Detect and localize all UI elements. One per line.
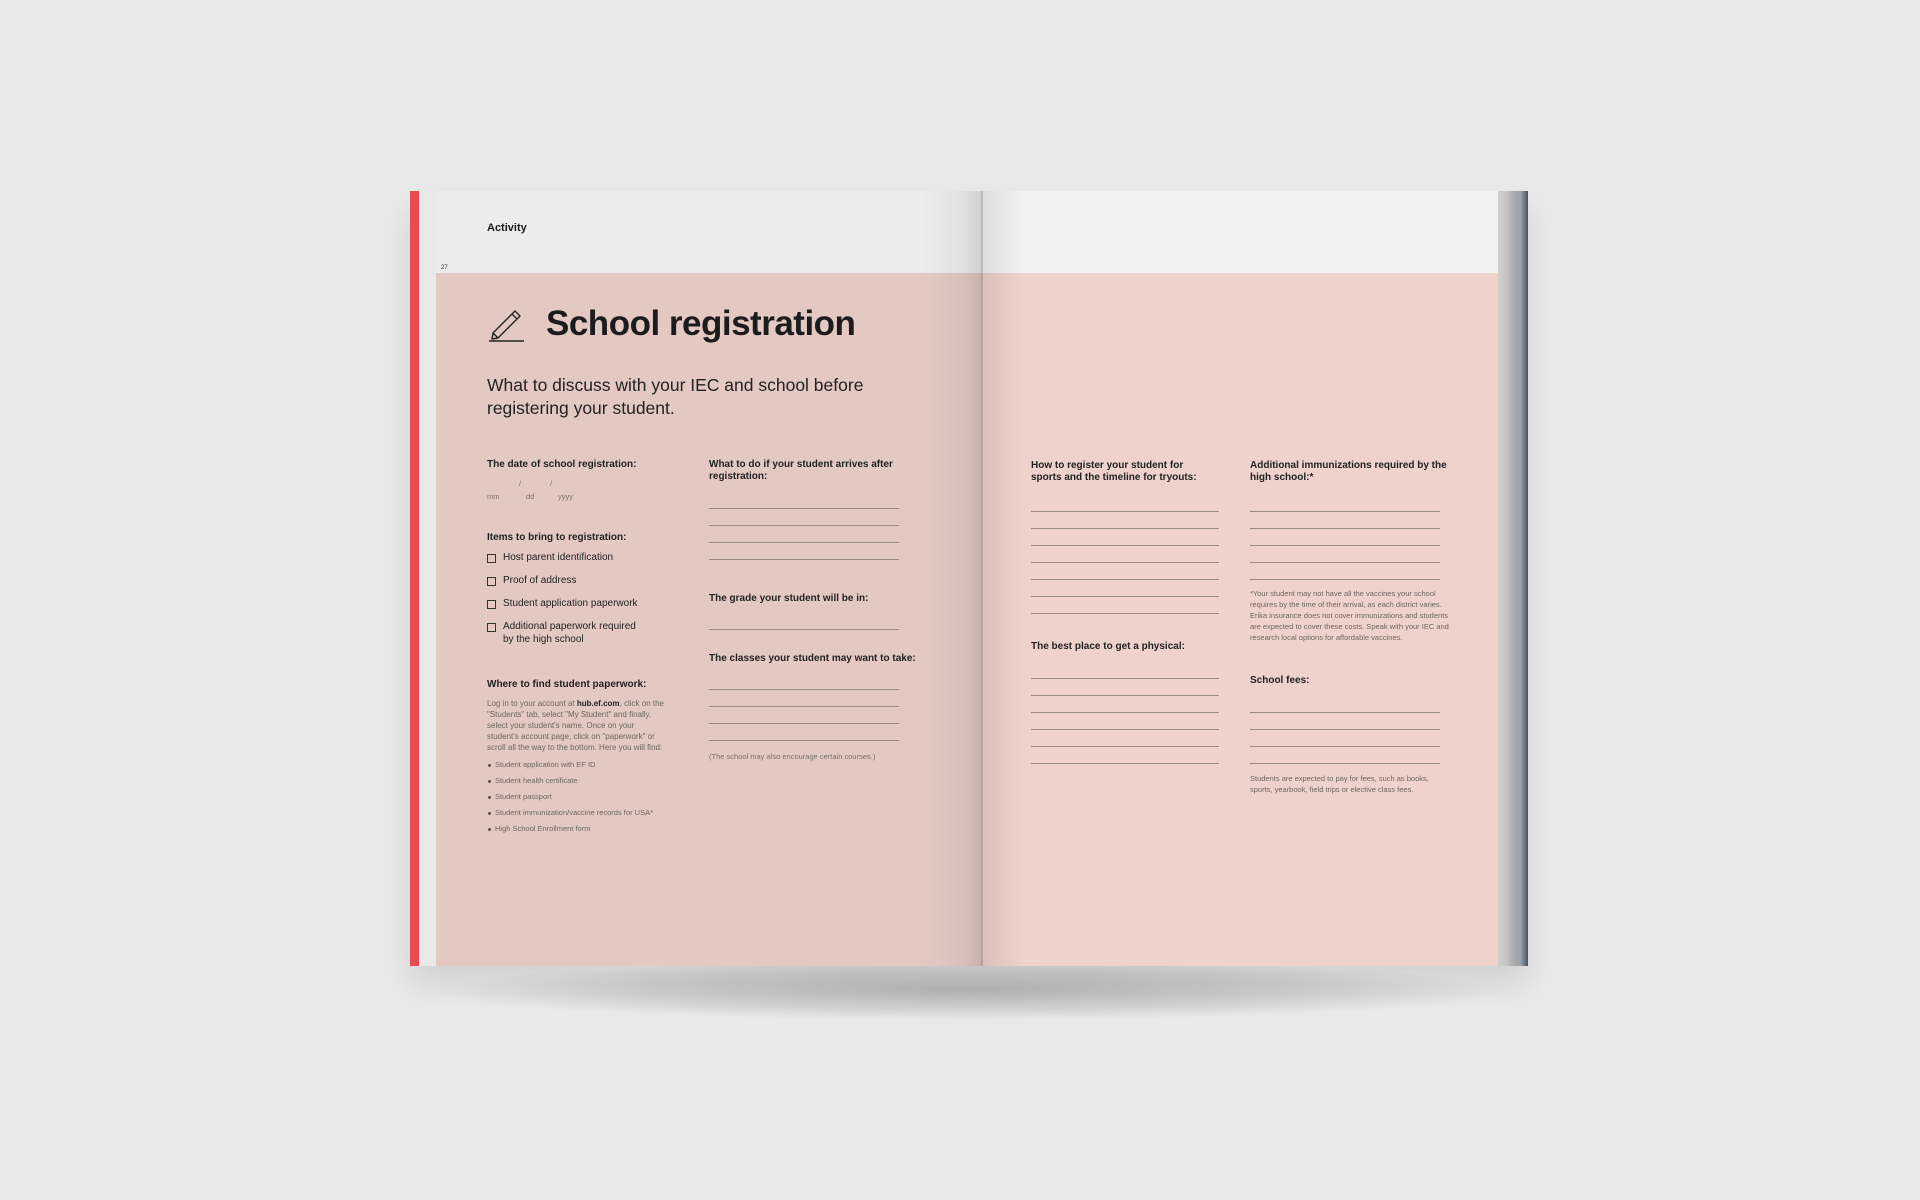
page-subtitle: What to discuss with your IEC and school before registering your student. <box>487 375 864 418</box>
checklist-item: Student application paperwork <box>503 598 638 609</box>
writing-line[interactable] <box>709 629 899 630</box>
writing-line[interactable] <box>1250 763 1440 764</box>
arrives-after-label: What to do if your student arrives after registration: <box>709 459 893 482</box>
paperwork-text: Log in to your account at <box>487 699 577 708</box>
bullet-dot <box>488 764 491 767</box>
grade-label: The grade your student will be in: <box>709 593 869 604</box>
classes-note: (The school may also encourage certain courses.) <box>709 752 876 761</box>
writing-line[interactable] <box>1250 746 1440 747</box>
writing-line[interactable] <box>709 706 899 707</box>
physical-label: The best place to get a physical: <box>1031 641 1185 652</box>
page-number-left: 27 <box>441 265 448 271</box>
paperwork-label: Where to find student paperwork: <box>487 679 647 690</box>
writing-line[interactable] <box>1031 511 1219 512</box>
date-dd-field[interactable]: dd <box>526 492 535 501</box>
paperwork-bullet: High School Enrollment form <box>495 824 591 833</box>
writing-line[interactable] <box>1031 528 1219 529</box>
writing-line[interactable] <box>709 689 899 690</box>
open-booklet <box>410 191 1528 966</box>
classes-label: The classes your student may want to take: <box>709 653 916 664</box>
writing-line[interactable] <box>1031 712 1219 713</box>
writing-line[interactable] <box>1031 562 1219 563</box>
section-label: Activity <box>487 222 527 234</box>
checkbox-additional[interactable] <box>487 623 496 632</box>
writing-line[interactable] <box>1250 528 1440 529</box>
right-page-header-band <box>982 191 1510 273</box>
center-fold <box>981 191 983 966</box>
writing-line[interactable] <box>1031 613 1219 614</box>
writing-line[interactable] <box>1031 746 1219 747</box>
writing-line[interactable] <box>1250 579 1440 580</box>
writing-line[interactable] <box>709 723 899 724</box>
bullet-dot <box>488 780 491 783</box>
writing-line[interactable] <box>1250 729 1440 730</box>
writing-line[interactable] <box>1250 562 1440 563</box>
writing-line[interactable] <box>709 508 899 509</box>
checkbox-application[interactable] <box>487 600 496 609</box>
paperwork-bullet: Student application with EF ID <box>495 760 596 769</box>
red-cover-edge <box>410 191 419 966</box>
hub-link[interactable]: hub.ef.com <box>576 699 620 708</box>
date-separator-1: / <box>519 479 522 488</box>
date-mm-field[interactable]: mm <box>487 492 500 501</box>
checkbox-host-id[interactable] <box>487 554 496 563</box>
fees-note: Students are expected to pay for fees, such as books, sports, yearbook, field trips or elective class fees. <box>1250 774 1429 794</box>
date-separator-2: / <box>550 479 553 488</box>
paperwork-instructions <box>487 698 667 753</box>
writing-line[interactable] <box>709 559 899 560</box>
right-page <box>982 191 1510 966</box>
items-label: Items to bring to registration: <box>487 532 627 543</box>
sports-label: How to register your student for sports and the timeline for tryouts: <box>1031 460 1197 483</box>
checkbox-proof-address[interactable] <box>487 577 496 586</box>
immunizations-note: *Your student may not have all the vaccines your school requires by the time of their arrival, as each district varies. Erika insurance does not cover immunizations and students are expected to cover these costs. Speak with your IEC and research local options for affordable vaccines. <box>1250 589 1449 642</box>
immunizations-label: Additional immunizations required by the high school:* <box>1250 460 1447 483</box>
date-yyyy-field[interactable]: yyyy <box>558 492 573 501</box>
paperwork-bullet: Student health certificate <box>495 776 578 785</box>
fees-label: School fees: <box>1250 675 1310 686</box>
bullet-dot <box>488 812 491 815</box>
writing-line[interactable] <box>1031 763 1219 764</box>
left-page <box>436 191 982 966</box>
writing-line[interactable] <box>1031 579 1219 580</box>
writing-line[interactable] <box>1031 678 1219 679</box>
page-stack-edge <box>1498 191 1528 966</box>
book-shadow <box>440 960 1500 1020</box>
checklist-item: Additional paperwork required by the high school <box>503 621 636 645</box>
writing-line[interactable] <box>1250 545 1440 546</box>
checklist-item: Host parent identification <box>503 552 614 563</box>
writing-line[interactable] <box>709 542 899 543</box>
date-label: The date of school registration: <box>487 459 637 470</box>
writing-line[interactable] <box>709 525 899 526</box>
writing-line[interactable] <box>1031 695 1219 696</box>
writing-line[interactable] <box>1250 712 1440 713</box>
bullet-dot <box>488 796 491 799</box>
pencil-icon <box>487 303 527 343</box>
writing-line[interactable] <box>709 740 899 741</box>
writing-line[interactable] <box>1031 729 1219 730</box>
writing-line[interactable] <box>1031 596 1219 597</box>
checklist-item: Proof of address <box>503 575 577 586</box>
writing-line[interactable] <box>1250 511 1440 512</box>
paperwork-bullet: Student passport <box>495 792 552 801</box>
writing-line[interactable] <box>1031 545 1219 546</box>
bullet-dot <box>488 828 491 831</box>
paperwork-bullet: Student immunization/vaccine records for USA* <box>495 808 653 817</box>
page-title: School registration <box>546 304 856 343</box>
paperwork-text: , click on the "Students" tab, select "My Student" and finally, select your student's name. Once on your student's account page, click on "paperwork" or scroll all the way to the bottom. Here you will find: <box>487 699 664 752</box>
